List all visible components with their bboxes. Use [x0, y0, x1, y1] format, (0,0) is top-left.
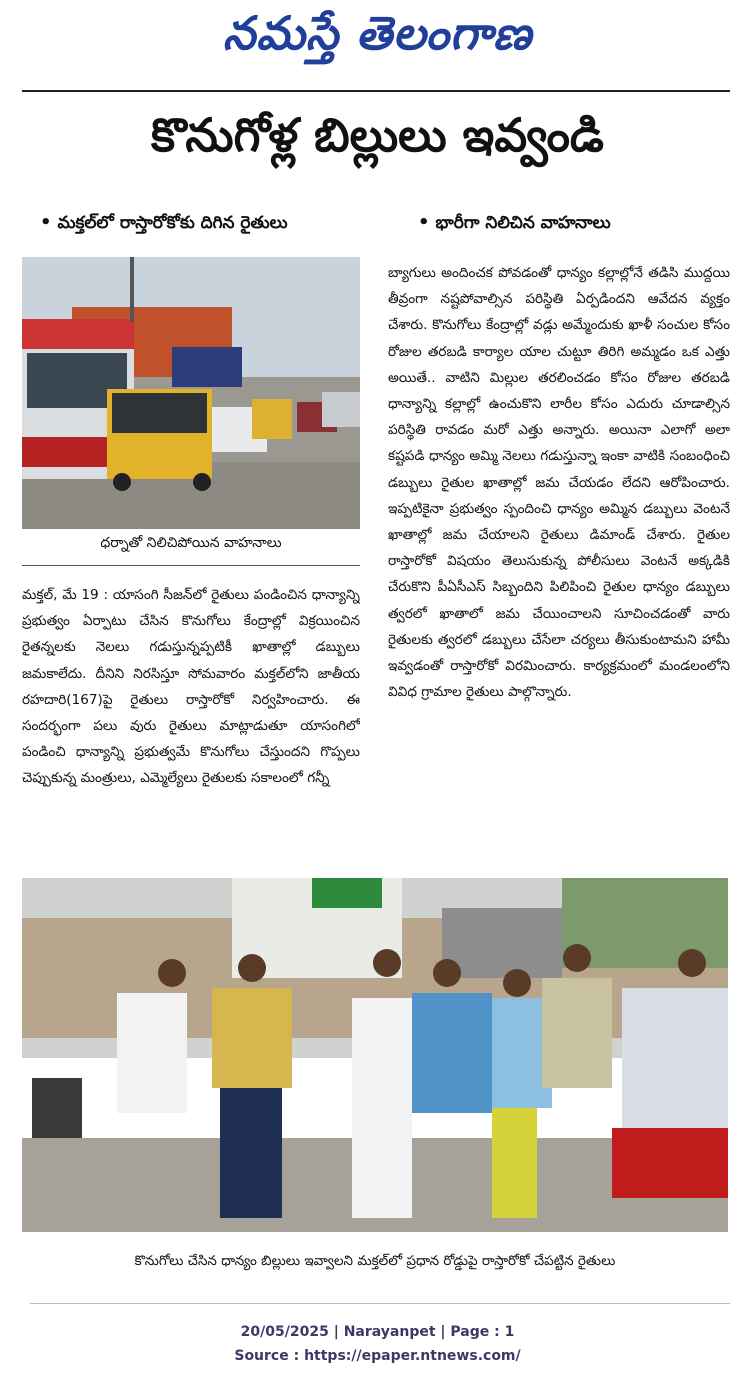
- masthead: నమస్తే తెలంగాణ: [222, 6, 533, 60]
- footer-date-line: 20/05/2025 | Narayanpet | Page : 1: [240, 1324, 515, 1340]
- article-left-column: [22, 582, 360, 865]
- subhead-right: [418, 212, 611, 237]
- footer-divider: [30, 1303, 730, 1304]
- article-left-text: మక్తల్‌, మే 19 : యాసంగి సీజన్‌లో రైతులు పండించిన ధాన్యాన్ని ప్రభుత్వం ఏర్పాటు చేసిన కొనుగోలు కేంద్రాల్లో విక్రయించిన రైతన్నలకు నెలలు గడుస్తున్నప్పటికీ ఖాతాల్లో డబ్బులు జమకాలేదు. దీనిని నిరసిస్తూ సోమవారం మక్తల్‌లోని జాతీయ రహదారి(167)పై రైతులు రాస్తారోకో నిర్వహించారు. ఈ సందర్భంగా పలు వురు రైతులు మాట్లాడుతూ యాసంగిలో పండించి ధాన్యాన్ని ప్రభుత్వమే కొనుగోలు చేస్తుందని గొప్పలు చెప్పుకున్న మంత్రులు, ఎమ్మెల్యేలు రైతులకు సకాలంలో గన్నీ: [22, 587, 360, 787]
- protest-photo-caption: కొనుగోలు చేసిన ధాన్యం బిల్లులు ఇవ్వాలని మక్తల్‌లో ప్రధాన రోడ్డుపై రాస్తారోకో చేపట్టిన రైతులు: [134, 1253, 616, 1269]
- bullet-icon: •: [40, 212, 52, 233]
- article-right-text: బ్యాగులు అందించక పోవడంతో ధాన్యం కల్లాల్లోనే తడిసి ముద్దయి తీవ్రంగా నష్టపోవాల్సిన పరిస్థితి ఏర్పడిందని ఆవేదన వ్యక్తం చేశారు. కొనుగోలు కేంద్రాల్లో వడ్లు అమ్మేందుకు ఖాళీ సంచుల కోసం రోజుల తరబడి కార్యాల యాల చుట్టూ తిరిగి అమ్మడం ఒక ఎత్తు అయితే.. వాటిని మిల్లుల తరలించడం కోసం రోజుల తరబడి ధాన్యాన్ని కల్లాల్లో ఉంచుకొని లారీల కోసం ఎదురు చూడాల్సిన పరిస్థితి రావడం మరో ఎత్తు అన్నారు. అయినా ఎలాగో అలా కష్టపడి ధాన్యం అమ్మి నెలలు గడుస్తున్నా ఇంకా వాటికి సంబంధించి డబ్బులు రైతుల ఖాతాల్లో జమ చేయడం లేదని ఆరోపించారు. ఇప్పటికైనా ప్రభుత్వం స్పందించి ధాన్యం అమ్మిన డబ్బులు వెంటనే ఖాతాల్లో జమ చేయాలని రైతులు డిమాండ్‌ చేశారు. రైతుల రాస్తారోకో విషయం తెలుసుకున్న పోలీసులు వెంటనే అక్కడికి చేరుకొని పీఏసీఎస్‌ సిబ్బందిని పిలిపించి రైతుల ధాన్యం డబ్బులు త్వరలో ఖాతాలో జమ చేయించాలని సూచించడంతో వారు రైతులకు త్వరలో డబ్బులు చేసేలా చర్యలు తీసుకుంటామని హామీ ఇవ్వడంతో రాస్తారోకో విరమించారు. కార్యక్రమంలో మండలంలోని వివిధ గ్రామాల రైతులు పాల్గొన్నారు.: [388, 265, 730, 701]
- subhead-left-text: మక్తల్‌లో రాస్తారోకోకు దిగిన రైతులు: [57, 213, 288, 233]
- subhead-right-text: భారీగా నిలిచిన వాహనాలు: [435, 213, 611, 233]
- vehicles-photo-caption: ధర్నాతో నిలిచిపోయిన వాహనాలు: [100, 535, 282, 551]
- subhead-left: [40, 212, 288, 237]
- bullet-icon: •: [418, 212, 430, 233]
- headline: కొనుగోళ్ల బిల్లులు ఇవ్వండి: [151, 108, 604, 162]
- masthead-divider: [22, 90, 730, 92]
- protest-photo: [22, 878, 728, 1232]
- caption-divider: [22, 565, 360, 566]
- vehicles-photo: [22, 257, 360, 529]
- footer-source-line: Source : https://epaper.ntnews.com/: [234, 1348, 521, 1364]
- article-right-column: [388, 260, 730, 870]
